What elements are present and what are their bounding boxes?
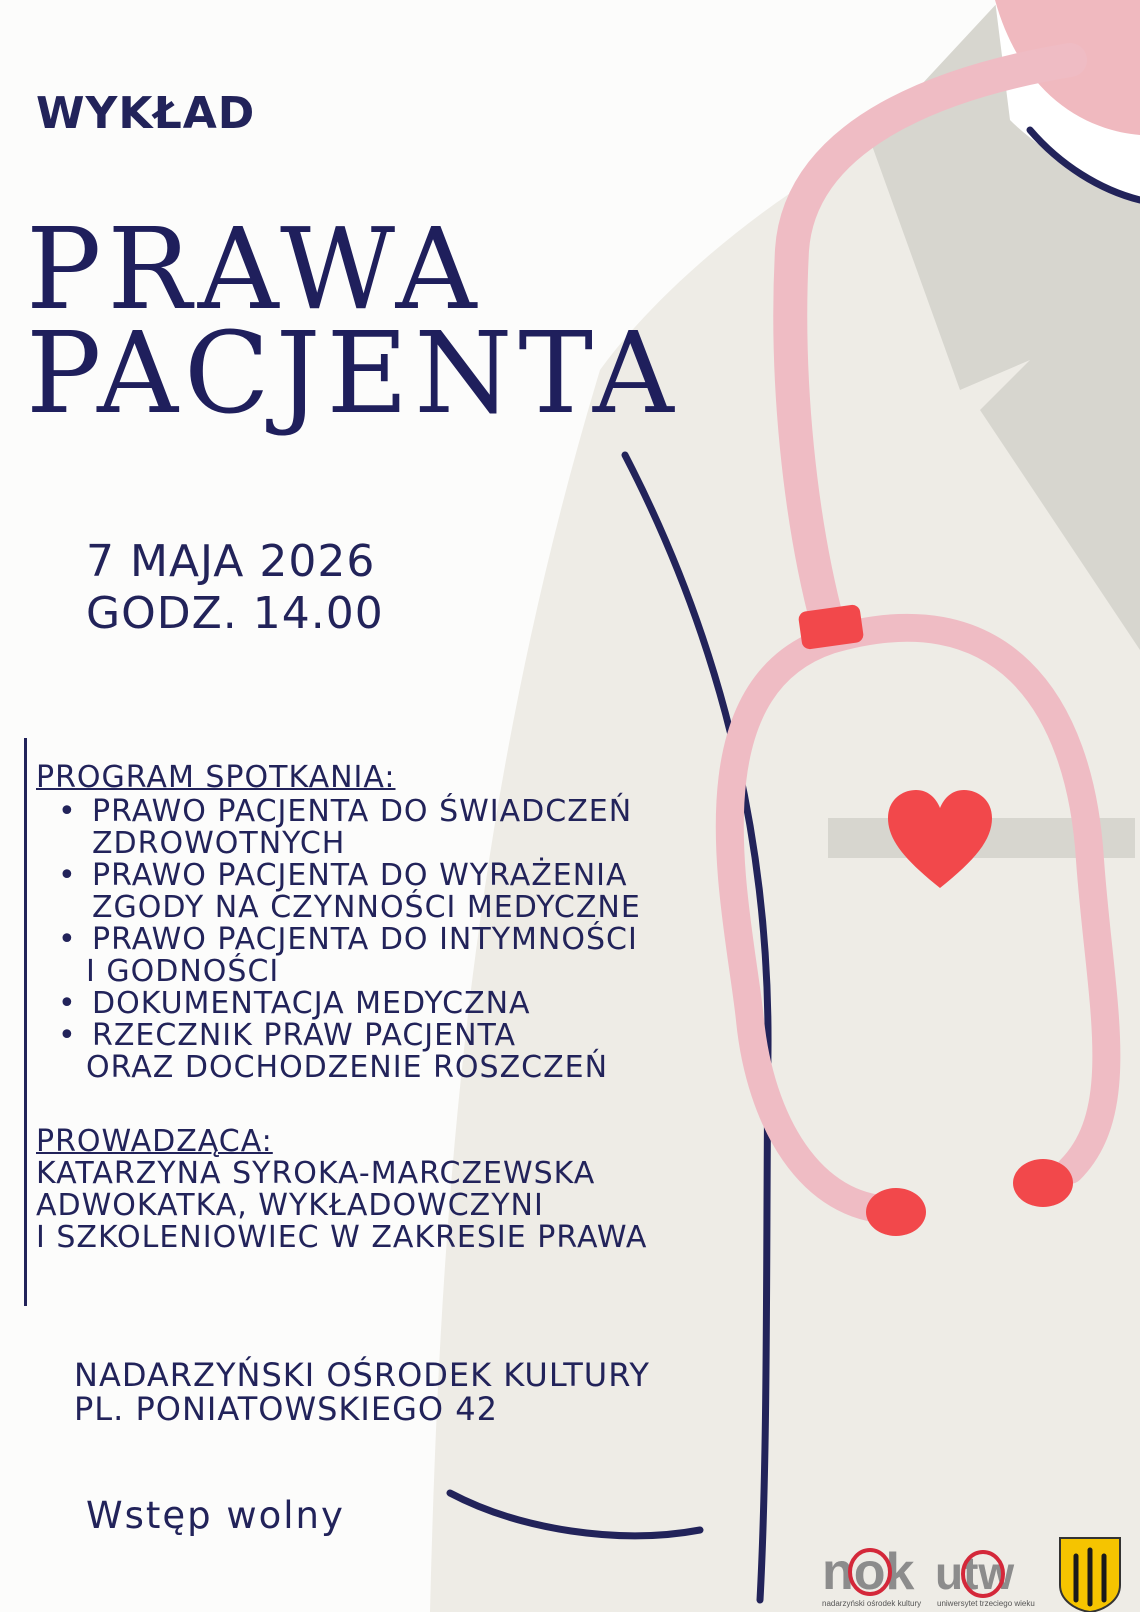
host-name: KATARZYNA SYROKA-MARCZEWSKA [36,1156,596,1191]
event-date: 7 MAJA 2026 [86,536,376,587]
venue-address: PL. PONIATOWSKIEGO 42 [74,1390,498,1428]
program-item [36,1020,641,1084]
host-role-line: ADWOKATKA, WYKŁADOWCZYNI [36,1188,544,1223]
program-item-line: • RZECZNIK PRAW PACJENTA [92,1018,517,1053]
stethoscope-tip-right [1013,1159,1073,1207]
venue-name: NADARZYŃSKI OŚRODEK KULTURY [74,1356,650,1394]
lecture-label: WYKŁAD [36,88,256,139]
program-item-line: I GODNOŚCI [86,954,280,989]
program-item [36,924,641,988]
program-list [36,796,641,1084]
stethoscope-tip-left [866,1188,926,1236]
host-heading: PROWADZĄCA: [36,1124,273,1159]
program-item [36,988,641,1020]
program-item [36,860,641,924]
utw-logo-text: utw [935,1547,1015,1599]
program-item-line: ZGODY NA CZYNNOŚCI MEDYCZNE [92,890,641,925]
program-item-line: • PRAWO PACJENTA DO ŚWIADCZEŃ [92,794,633,829]
program-item-line: ZDROWOTNYCH [92,826,346,861]
event-time: GODZ. 14.00 [86,588,384,639]
title-line-2: PACJENTA [26,309,680,439]
entry-note: Wstęp wolny [86,1494,345,1537]
program-item-line: ORAZ DOCHODZENIE ROSZCZEŃ [86,1050,609,1085]
nok-logo-text: nok [822,1543,915,1601]
program-item [36,796,641,860]
program-item-line: • PRAWO PACJENTA DO WYRAŻENIA [92,858,628,893]
section-divider-bar [24,738,27,1306]
program-heading: PROGRAM SPOTKANIA: [36,760,396,795]
title-line-1: PRAWA [26,205,483,335]
program-item-line: • PRAWO PACJENTA DO INTYMNOŚCI [92,922,638,957]
nok-logo-caption: nadarzyński ośrodek kultury [822,1599,922,1608]
program-item-line: • DOKUMENTACJA MEDYCZNA [92,986,531,1021]
host-role-line: I SZKOLENIOWIEC W ZAKRESIE PRAWA [36,1220,648,1255]
utw-logo-caption: uniwersytet trzeciego wieku [937,1599,1035,1608]
